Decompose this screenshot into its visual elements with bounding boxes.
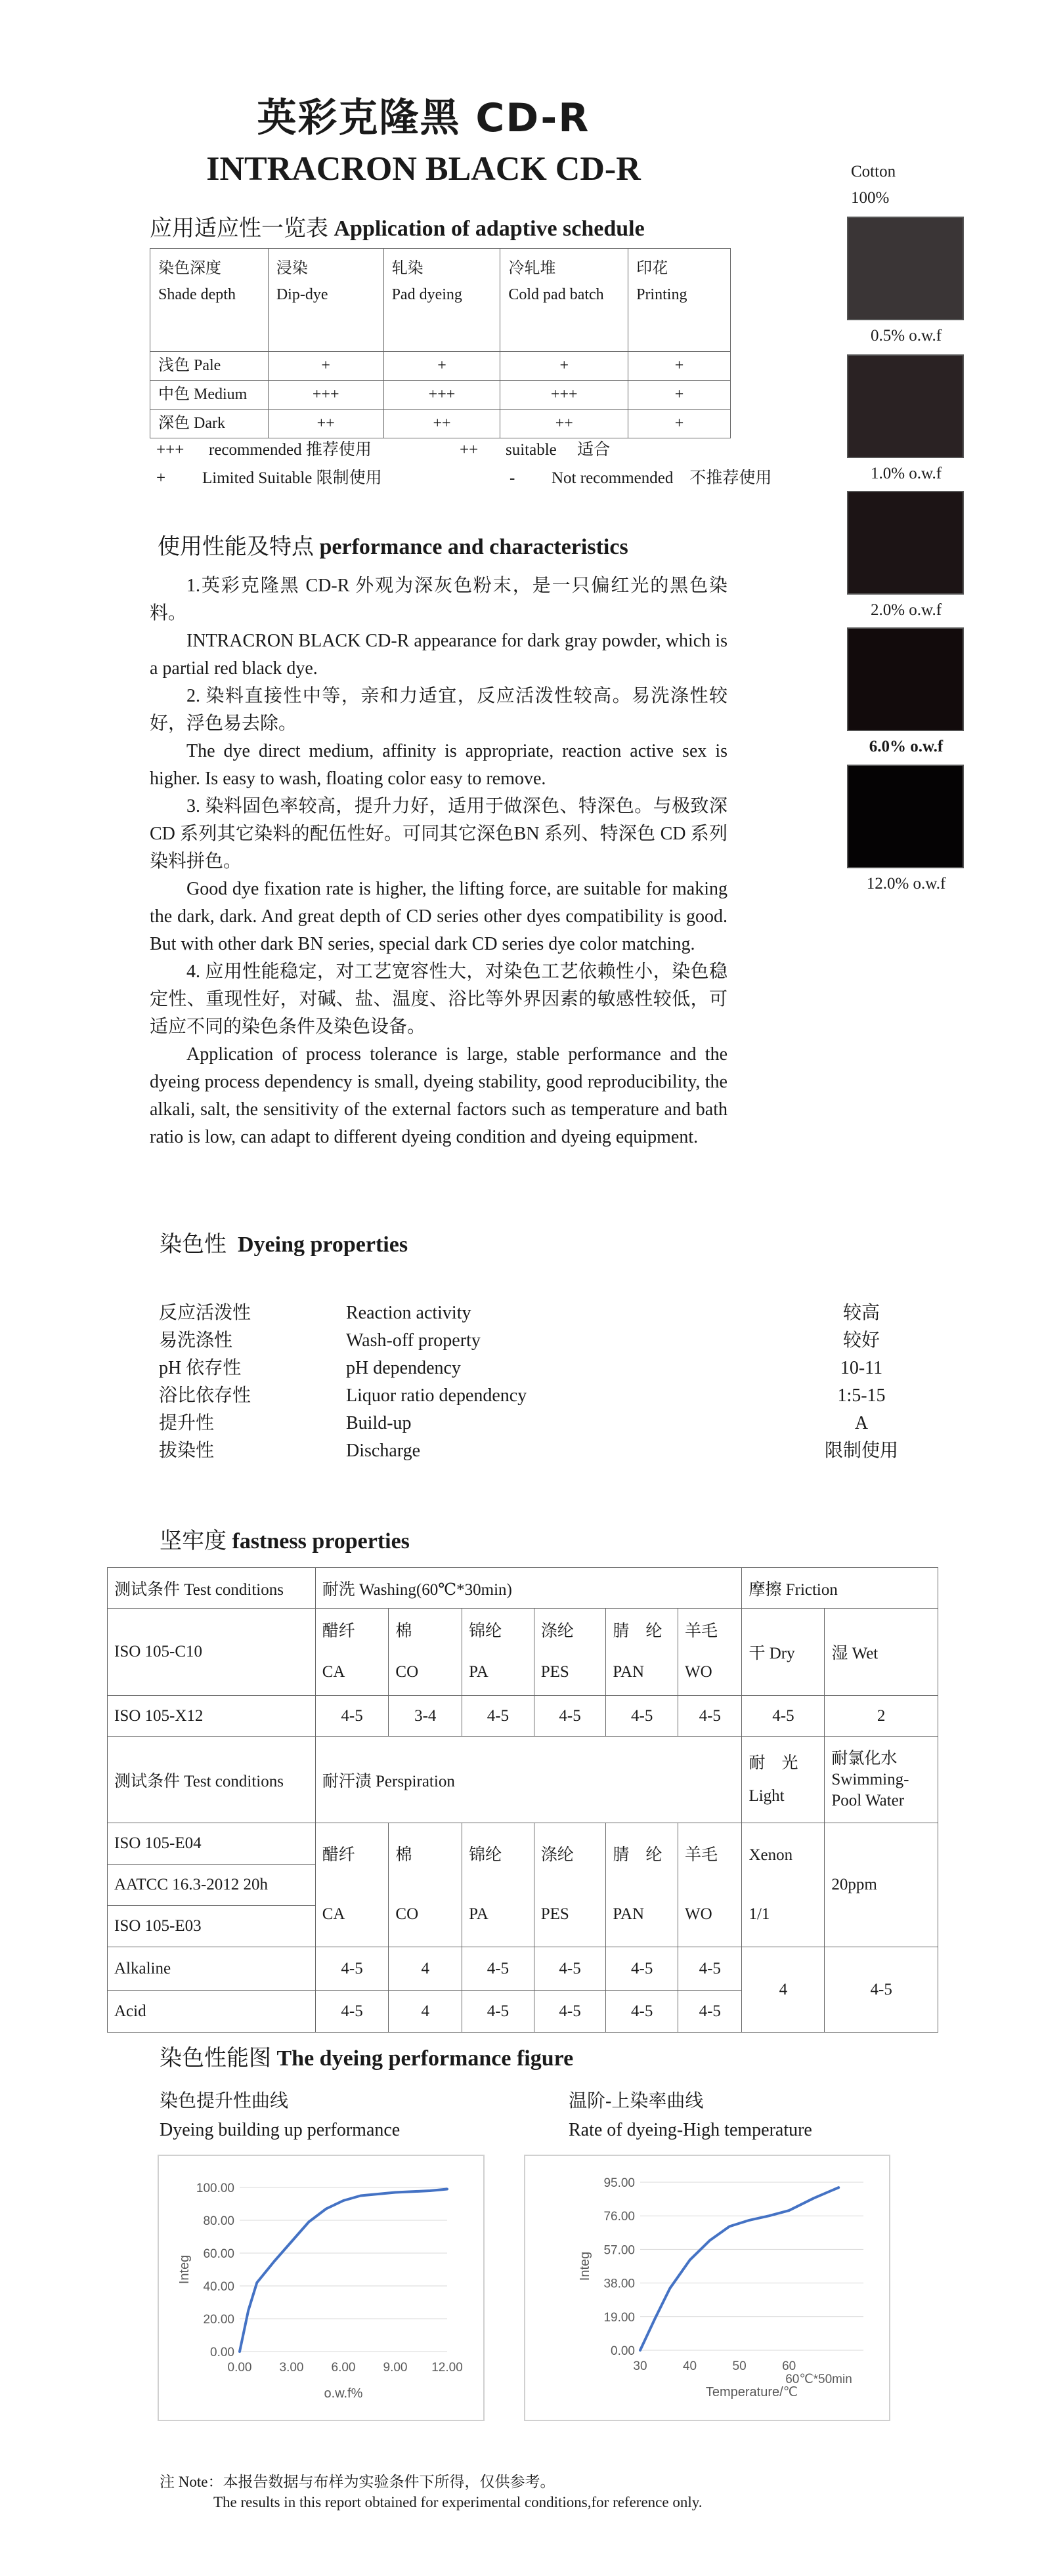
figure-heading-en: The dyeing performance figure xyxy=(276,2046,574,2071)
note-line-2: The results in this report obtained for experimental conditions,for reference only. xyxy=(213,2494,703,2510)
app-cell: + xyxy=(268,352,383,381)
right-chart-title-cn: 温阶-上染率曲线 xyxy=(569,2091,704,2111)
x12-value: 4-5 xyxy=(678,1696,742,1737)
app-heading xyxy=(150,210,645,242)
x-tick-label: 60 xyxy=(782,2359,796,2373)
dyeing-heading-en: Dyeing properties xyxy=(238,1233,408,1257)
dyeing-property-en: Discharge xyxy=(346,1441,420,1461)
app-cell: ++ xyxy=(500,410,628,438)
acid-value: 4-5 xyxy=(315,1991,389,2033)
swatch-header-fabric: Cotton xyxy=(851,163,896,180)
x-tick-label: 50 xyxy=(732,2359,747,2373)
dyeing-heading-cn: 染色性 xyxy=(160,1231,227,1257)
dyeing-property-value: 限制使用 xyxy=(824,1441,898,1461)
fastness-table xyxy=(107,1567,938,2033)
app-cell: + xyxy=(383,352,500,381)
alk-value: 4-5 xyxy=(534,1947,606,1991)
x-tick-label: 3.00 xyxy=(279,2361,304,2375)
dyeing-property-value: 10-11 xyxy=(840,1358,883,1378)
x-axis-label: o.w.f% xyxy=(324,2386,363,2401)
fiber-header: 锦纶 PA xyxy=(462,1609,534,1696)
app-cell: ++ xyxy=(383,410,500,438)
x12-value: 4-5 xyxy=(742,1696,825,1737)
dyeing-property-en: Reaction activity xyxy=(346,1303,471,1323)
chlorine-value: 4-5 xyxy=(825,1947,938,2033)
y-tick-label: 100.00 xyxy=(196,2182,234,2195)
x12-value: 4-5 xyxy=(606,1696,678,1737)
wet-label: 湿 Wet xyxy=(825,1609,938,1696)
perf-para-en: Application of process tolerance is large, stable performance and the dyeing process dependency is small, dyeing stability, good reproducibility, the alkali, salt, the sensitivity of the external factors such as temperature and bath ratio is low, can adapt to different dyeing condition and dyeing equipment. xyxy=(150,1044,727,1147)
fiber-header: 棉 CO xyxy=(389,1609,462,1696)
y-tick-label: 80.00 xyxy=(203,2214,234,2228)
dyeing-property-en: Liquor ratio dependency xyxy=(346,1385,527,1406)
acid-value: 4-5 xyxy=(678,1991,742,2033)
application-table xyxy=(150,248,731,438)
x12-value: 4-5 xyxy=(315,1696,389,1737)
fiber-header: 涤纶 PES xyxy=(534,1823,606,1947)
iso-c10-label: ISO 105-C10 xyxy=(108,1609,316,1696)
note-line-1: 注 Note：本报告数据与布样为实验条件下所得，仅供参考。 xyxy=(160,2474,555,2490)
dyeing-property-value: 较高 xyxy=(842,1303,880,1323)
perf-heading-cn: 使用性能及特点 xyxy=(158,534,314,560)
perf-para-en: Good dye fixation rate is higher, the lifting force, are suitable for making the dark, dark. And great depth of CD series other dyes compatibility is good. But with other dark BN series, special dark CD series dye color matching. xyxy=(150,879,727,954)
dyeing-property-row xyxy=(159,1382,901,1410)
legend-symbol: +++ xyxy=(156,441,185,459)
temperature-chart xyxy=(524,2155,890,2421)
app-cell: + xyxy=(628,410,731,438)
iso-e04-label: ISO 105-E04 xyxy=(108,1823,316,1865)
alkaline-label: Alkaline xyxy=(108,1947,316,1991)
legend-text: recommended 推荐使用 xyxy=(209,441,372,459)
fastness-heading-cn: 坚牢度 xyxy=(160,1528,227,1554)
app-header-cell: 染色深度 Shade depth xyxy=(150,249,269,352)
shade-swatch xyxy=(847,765,964,868)
shade-swatch xyxy=(847,491,964,595)
shade-swatch-label: 6.0% o.w.f xyxy=(869,738,944,755)
app-row-label: 深色 Dark xyxy=(150,410,269,438)
fiber-header: 羊毛 WO xyxy=(678,1609,742,1696)
app-row-label: 浅色 Pale xyxy=(150,352,269,381)
dyeing-property-cn: 易洗涤性 xyxy=(159,1330,233,1351)
iso-x12-label: ISO 105-X12 xyxy=(108,1696,316,1737)
fastness-heading-en: fastness properties xyxy=(232,1529,410,1553)
perspiration-label: 耐汗渍 Perspiration xyxy=(315,1737,742,1823)
x12-value: 4-5 xyxy=(534,1696,606,1737)
x-tick-label: 12.00 xyxy=(431,2361,463,2375)
app-row-pale xyxy=(150,352,731,381)
acid-label: Acid xyxy=(108,1991,316,2033)
app-heading-cn: 应用适应性一览表 xyxy=(150,215,328,242)
app-cell: + xyxy=(628,381,731,410)
app-row-label: 中色 Medium xyxy=(150,381,269,410)
app-heading-en: Application of adaptive schedule xyxy=(334,217,645,241)
dyeing-property-row xyxy=(159,1437,901,1465)
x-axis-label: Temperature/℃ xyxy=(705,2385,798,2399)
dyeing-property-cn: pH 依存性 xyxy=(159,1358,242,1378)
y-tick-label: 0.00 xyxy=(611,2344,635,2358)
alk-value: 4-5 xyxy=(462,1947,534,1991)
app-table-header-row xyxy=(150,249,731,352)
perf-para-cn: 4. 应用性能稳定，对工艺宽容性大，对染色工艺依赖性小，染色稳定性、重现性好，对碱、盐、温度、浴比等外界因素的敏感性较低，可适应不同的染色条件及染色设备。 xyxy=(150,961,727,1037)
right-chart-titles xyxy=(569,2087,812,2145)
perf-heading xyxy=(158,528,628,560)
dry-label: 干 Dry xyxy=(742,1609,825,1696)
app-cell: + xyxy=(628,352,731,381)
legend-symbol: ++ xyxy=(460,441,479,459)
y-tick-label: 95.00 xyxy=(603,2176,635,2190)
x12-value: 2 xyxy=(825,1696,938,1737)
app-cell: + xyxy=(500,352,628,381)
y-tick-label: 57.00 xyxy=(603,2243,635,2258)
dyeing-property-en: Wash-off property xyxy=(346,1330,481,1351)
app-cell: +++ xyxy=(268,381,383,410)
left-chart-title-en: Dyeing building up performance xyxy=(160,2120,401,2140)
light-label: 耐 光 Light xyxy=(742,1737,825,1823)
test-conditions-label: 测试条件 Test conditions xyxy=(108,1737,316,1823)
temperature-chart-svg xyxy=(525,2156,889,2420)
figure-heading-cn: 染色性能图 xyxy=(160,2045,271,2071)
left-chart-titles xyxy=(160,2087,400,2145)
legend-line-1 xyxy=(156,436,610,460)
acid-value: 4-5 xyxy=(534,1991,606,2033)
perf-para-en: The dye direct medium, affinity is appropriate, reaction active sex is higher. Is easy to wash, floating color easy to remove. xyxy=(150,741,727,789)
dyeing-property-en: Build-up xyxy=(346,1413,412,1433)
y-tick-label: 40.00 xyxy=(203,2280,234,2294)
fiber-header: 腈 纶 PAN xyxy=(606,1609,678,1696)
x-tick-label: 9.00 xyxy=(383,2361,408,2375)
acid-value: 4-5 xyxy=(462,1991,534,2033)
aatcc-label: AATCC 16.3-2012 20h xyxy=(108,1865,316,1906)
dyeing-property-value: 1:5-15 xyxy=(837,1385,886,1406)
fiber-header: 醋纤 CA xyxy=(315,1823,389,1947)
app-header-cell: 轧染 Pad dyeing xyxy=(383,249,500,352)
x12-value: 3-4 xyxy=(389,1696,462,1737)
figure-heading xyxy=(160,2040,573,2072)
alk-value: 4-5 xyxy=(606,1947,678,1991)
fiber-header: 涤纶 PES xyxy=(534,1609,606,1696)
fiber-header: 羊毛 WO xyxy=(678,1823,742,1947)
left-chart-title-cn: 染色提升性曲线 xyxy=(160,2091,289,2111)
app-row-dark xyxy=(150,410,731,438)
alk-value: 4-5 xyxy=(315,1947,389,1991)
x12-value: 4-5 xyxy=(462,1696,534,1737)
chart-annotation: 60℃*50min xyxy=(785,2373,852,2386)
dyeing-property-cn: 反应活泼性 xyxy=(159,1303,251,1323)
perf-para-cn: 2. 染料直接性中等，亲和力适宜，反应活泼性较高。易洗涤性较好，浮色易去除。 xyxy=(150,686,727,734)
y-tick-label: 38.00 xyxy=(603,2277,635,2291)
y-tick-label: 60.00 xyxy=(203,2247,234,2261)
alk-value: 4 xyxy=(389,1947,462,1991)
x-tick-label: 40 xyxy=(682,2359,697,2373)
perf-para-cn: 1.英彩克隆黑 CD-R 外观为深灰色粉末，是一只偏红光的黑色染料。 xyxy=(150,576,727,623)
light-value: 4 xyxy=(742,1947,825,2033)
legend-symbol: - xyxy=(510,469,515,487)
dyeing-property-row xyxy=(159,1327,901,1355)
dyeing-heading xyxy=(160,1226,408,1258)
fiber-header: 锦纶 PA xyxy=(462,1823,534,1947)
shade-swatch-label: 1.0% o.w.f xyxy=(870,465,942,482)
perf-para-en: INTRACRON BLACK CD-R appearance for dark gray powder, which is a partial red black dye. xyxy=(150,631,727,679)
y-tick-label: 19.00 xyxy=(603,2310,635,2325)
dyeing-property-value: 较好 xyxy=(842,1330,880,1351)
x-tick-label: 6.00 xyxy=(331,2361,356,2375)
washing-label: 耐洗 Washing(60℃*30min) xyxy=(315,1568,742,1609)
y-axis-label: Integ xyxy=(177,2254,192,2285)
iso-e03-label: ISO 105-E03 xyxy=(108,1906,316,1947)
legend-text: suitable 适合 xyxy=(506,441,611,459)
perf-heading-en: performance and characteristics xyxy=(319,535,628,559)
acid-value: 4 xyxy=(389,1991,462,2033)
swatch-header xyxy=(851,159,896,211)
y-tick-label: 76.00 xyxy=(603,2210,635,2224)
dyeing-property-value: A xyxy=(854,1413,869,1433)
buildup-chart-svg xyxy=(159,2156,483,2420)
legend-line-2 xyxy=(156,465,771,488)
dyeing-property-cn: 浴比依存性 xyxy=(159,1385,251,1406)
dyeing-property-cn: 拔染性 xyxy=(159,1441,215,1461)
shade-swatch xyxy=(847,354,964,458)
swatch-header-percent: 100% xyxy=(851,189,890,207)
dyeing-property-en: pH dependency xyxy=(346,1358,461,1378)
shade-swatch xyxy=(847,217,964,320)
fiber-header: 棉 CO xyxy=(389,1823,462,1947)
y-tick-label: 0.00 xyxy=(210,2346,234,2359)
friction-label: 摩擦 Friction xyxy=(742,1568,938,1609)
dyeing-property-row xyxy=(159,1410,901,1437)
shade-swatch-label: 0.5% o.w.f xyxy=(870,327,942,345)
y-tick-label: 20.00 xyxy=(203,2313,234,2327)
perf-para-cn: 3. 染料固色率较高，提升力好，适用于做深色、特深色。与极致深CD 系列其它染料的配伍性好。可同其它深色BN 系列、特深色 CD 系列染料拼色。 xyxy=(150,796,727,872)
app-header-cell: 冷轧堆 Cold pad batch xyxy=(500,249,628,352)
acid-value: 4-5 xyxy=(606,1991,678,2033)
app-header-cell: 浸染 Dip-dye xyxy=(268,249,383,352)
y-axis-label: Integ xyxy=(578,2251,592,2281)
series-line xyxy=(640,2187,838,2350)
buildup-chart xyxy=(158,2155,485,2421)
legend-text: Not recommended 不推荐使用 xyxy=(552,469,772,487)
app-cell: +++ xyxy=(383,381,500,410)
title-en: INTRACRON BLACK CD-R xyxy=(206,150,641,188)
xenon-label: Xenon 1/1 xyxy=(742,1823,825,1947)
dyeing-properties-list xyxy=(159,1299,901,1465)
chlorine-label: 耐氯化水 Swimming-Pool Water xyxy=(825,1737,938,1823)
alk-value: 4-5 xyxy=(678,1947,742,1991)
ppm-label: 20ppm xyxy=(825,1823,938,1947)
dyeing-property-row xyxy=(159,1299,901,1327)
shade-swatch xyxy=(847,627,964,731)
right-chart-title-en: Rate of dyeing-High temperature xyxy=(569,2120,812,2140)
app-header-cell: 印花 Printing xyxy=(628,249,731,352)
dyeing-property-cn: 提升性 xyxy=(159,1413,215,1433)
fiber-header: 醋纤 CA xyxy=(315,1609,389,1696)
shade-swatch-label: 12.0% o.w.f xyxy=(866,875,946,893)
legend-symbol: + xyxy=(156,469,166,487)
app-cell: +++ xyxy=(500,381,628,410)
dyeing-property-row xyxy=(159,1355,901,1382)
x-tick-label: 30 xyxy=(633,2359,647,2373)
app-row-medium xyxy=(150,381,731,410)
fiber-header: 腈 纶 PAN xyxy=(606,1823,678,1947)
series-line xyxy=(240,2189,447,2352)
app-cell: ++ xyxy=(268,410,383,438)
shade-swatch-label: 2.0% o.w.f xyxy=(870,601,942,619)
legend-text: Limited Suitable 限制使用 xyxy=(202,469,382,487)
fastness-heading xyxy=(160,1523,410,1555)
title-cn: 英彩克隆黑 CD-R xyxy=(257,95,590,141)
test-conditions-label: 测试条件 Test conditions xyxy=(108,1568,316,1609)
x-tick-label: 0.00 xyxy=(227,2361,252,2375)
perf-paragraphs xyxy=(150,572,727,1151)
